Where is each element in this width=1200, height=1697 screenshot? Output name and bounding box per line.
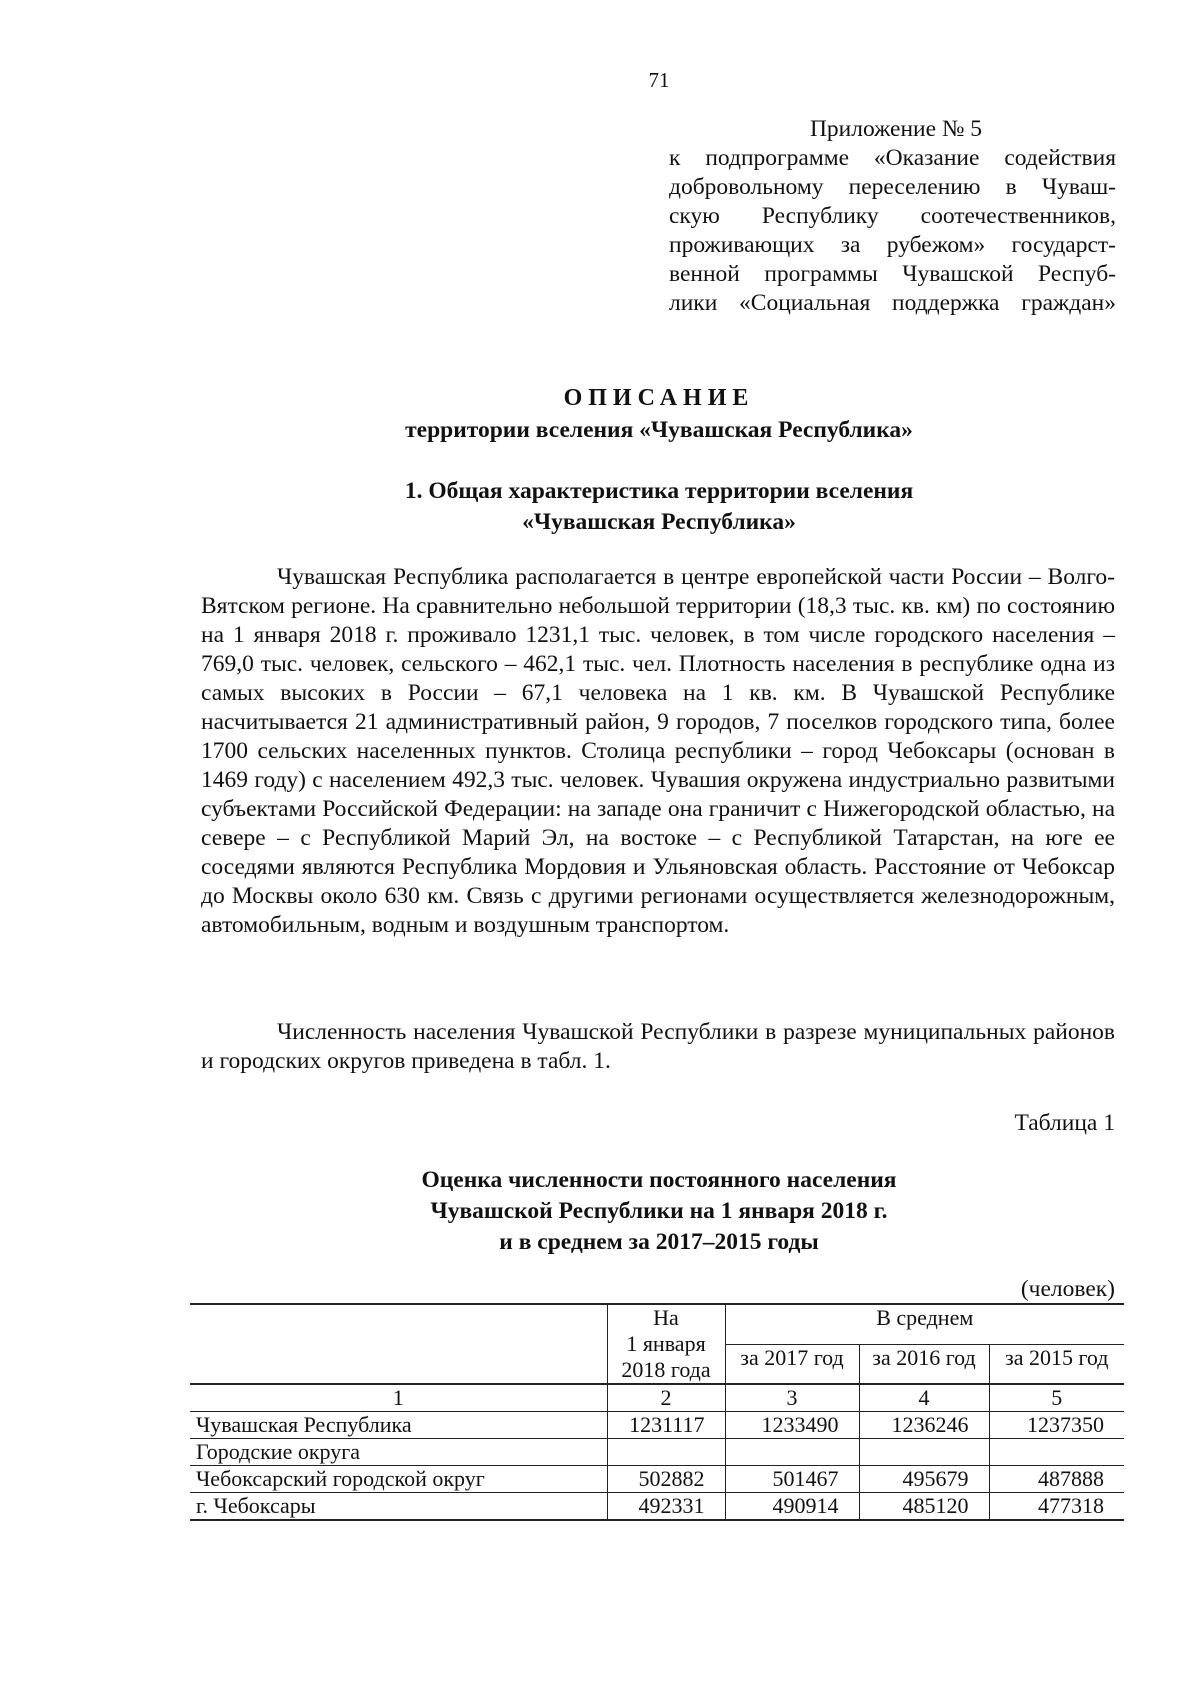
- paragraph-description: Чувашская Республика располагается в центре европейской части России – Волго-Вятском регионе. На сравнительно небольшой территории (18,3 тыс. кв. км) по состоянию на 1 января 2018 г. проживало 1231,1 тыс. человек, в том числе городского населения – 769,0 тыс. человек, сельского – 462,1 тыс. чел. Плотность населения в республике одна из самых высоких в России – 67,1 человека на 1 кв. км. В Чувашской Республике насчитывается 21 административный район, 9 городов, 7 поселков городского типа, более 1700 сельских населенных пунктов. Столица республики – город Чебоксары (основан в 1469 году) с населением 492,3 тыс. человек. Чувашия окружена индустриально развитыми субъектами Российской Федерации: на западе она граничит с Нижегородской областью, на севере – с Республикой Марий Эл, на востоке – с Республикой Татарстан, на юге ее соседями являются Республика Мордовия и Ульяновская область. Расстояние от Чебоксар до Москвы около 630 км. Связь с другими регионами осуществляется железнодорожным, автомобильным, водным и воздушным транспортом.: [201, 564, 1115, 938]
- table-unit: (человек): [1020, 1276, 1115, 1302]
- cell-value: [607, 1439, 725, 1466]
- cell-value: 1231117: [607, 1412, 725, 1439]
- table-row: [190, 1439, 1124, 1466]
- appendix-line: скую Республику соотечественников,: [669, 203, 1116, 229]
- table-title-line3: и в среднем за 2017–2015 годы: [499, 1229, 819, 1255]
- table-title-line1: Оценка численности постоянного населения: [421, 1167, 897, 1193]
- row-name: Городские округа: [190, 1439, 607, 1466]
- cell-value: [859, 1439, 989, 1466]
- appendix-title: Приложение № 5: [809, 116, 982, 142]
- table-label: Таблица 1: [1014, 1110, 1115, 1136]
- cell-value: 477318: [989, 1493, 1124, 1521]
- header-jan-line1: На: [653, 1305, 679, 1330]
- appendix-line: к подпрограмме «Оказание содействия: [669, 145, 1116, 171]
- appendix-block: [669, 115, 1116, 318]
- appendix-line: добровольному переселению в Чуваш-: [669, 174, 1116, 200]
- cell-value: 485120: [859, 1493, 989, 1521]
- table-header-row: [190, 1304, 1124, 1344]
- cell-value: 495679: [859, 1466, 989, 1493]
- table-header-jan: [607, 1304, 725, 1384]
- header-jan-line2: 1 января: [626, 1331, 706, 1356]
- table-row: [190, 1412, 1124, 1439]
- table-row: [190, 1493, 1124, 1521]
- cell-value: 1233490: [725, 1412, 859, 1439]
- section-heading: [0, 476, 1200, 538]
- cell-value: 1237350: [989, 1412, 1124, 1439]
- cell-value: 1236246: [859, 1412, 989, 1439]
- appendix-line: проживающих за рубежом» государст-: [669, 232, 1116, 258]
- appendix-line: лики «Социальная поддержка граждан»: [669, 290, 1116, 316]
- cell-value: 490914: [725, 1493, 859, 1521]
- cell-value: 501467: [725, 1466, 859, 1493]
- section-heading-line1: 1. Общая характеристика территории вселения: [404, 478, 914, 504]
- table-column-numbers: [190, 1384, 1124, 1412]
- paragraph-table-reference: Численность населения Чувашской Республики в разрезе муниципальных районов и городских округов приведена в табл. 1.: [201, 1019, 1115, 1074]
- header-2015: за 2015 год: [989, 1344, 1124, 1383]
- document-title: ОПИСАНИЕ: [563, 385, 755, 411]
- table-header-average: В среднем: [725, 1304, 1124, 1344]
- col-number: 5: [989, 1384, 1124, 1412]
- cell-value: 487888: [989, 1466, 1124, 1493]
- table-header-empty: [190, 1304, 607, 1384]
- col-number: 1: [190, 1384, 607, 1412]
- table-row: [190, 1466, 1124, 1493]
- appendix-text: [669, 144, 1116, 318]
- row-name: г. Чебоксары: [190, 1493, 607, 1521]
- section-heading-line2: «Чувашская Республика»: [522, 509, 796, 535]
- population-table: [190, 1303, 1124, 1521]
- table-title: [0, 1165, 1200, 1258]
- header-2016: за 2016 год: [859, 1344, 989, 1383]
- page-number: 71: [648, 68, 670, 92]
- col-number: 2: [607, 1384, 725, 1412]
- document-subtitle: территории вселения «Чувашская Республика»: [405, 417, 913, 443]
- appendix-line: венной программы Чувашской Респуб-: [669, 261, 1116, 287]
- cell-value: 502882: [607, 1466, 725, 1493]
- cell-value: 492331: [607, 1493, 725, 1521]
- row-name: Чебоксарский городской округ: [190, 1466, 607, 1493]
- row-name: Чувашская Республика: [190, 1412, 607, 1439]
- col-number: 3: [725, 1384, 859, 1412]
- table-title-line2: Чувашской Республики на 1 января 2018 г.: [430, 1198, 888, 1224]
- header-jan-line3: 2018 года: [621, 1357, 711, 1382]
- cell-value: [989, 1439, 1124, 1466]
- header-2017: за 2017 год: [725, 1344, 859, 1383]
- col-number: 4: [859, 1384, 989, 1412]
- cell-value: [725, 1439, 859, 1466]
